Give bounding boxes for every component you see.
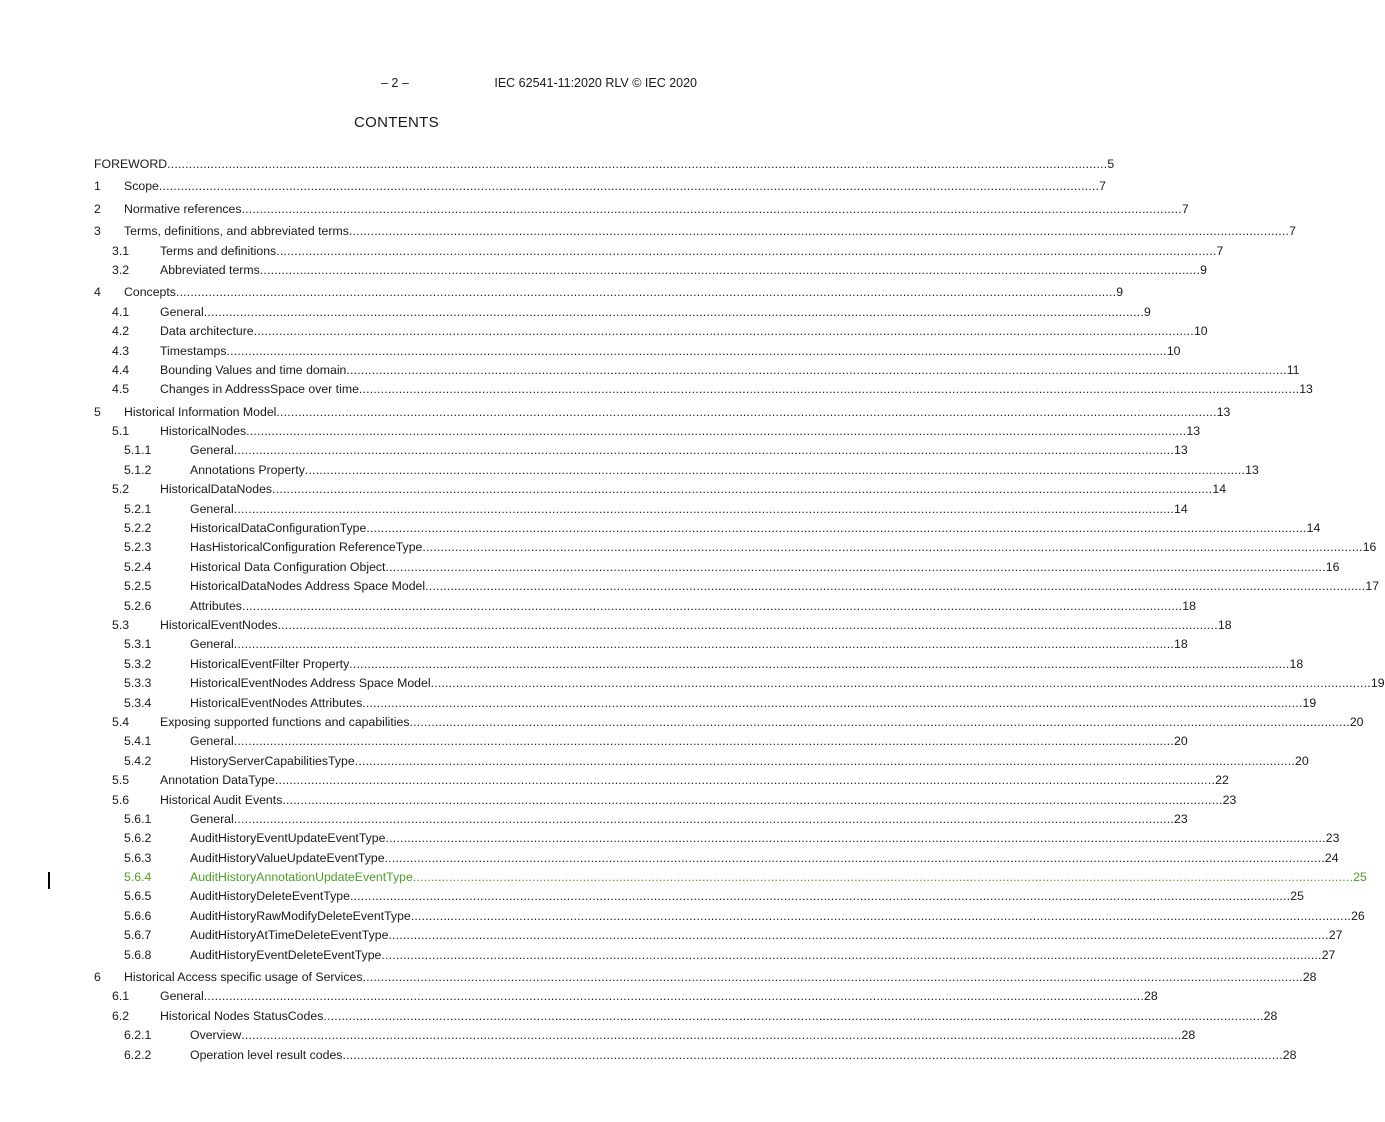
toc-entry-leader xyxy=(160,322,1208,341)
dot-leader: .................................................................................................................................................................................................................................................................... xyxy=(388,928,1329,943)
toc-entry[interactable] xyxy=(94,380,1313,399)
toc-entry-title: HasHistoricalConfiguration ReferenceType xyxy=(190,540,423,555)
toc-entry-title: AuditHistoryEventUpdateEventType xyxy=(190,831,386,846)
page-title: CONTENTS xyxy=(354,114,439,131)
dot-leader: .................................................................................................................................................................................................................................................................... xyxy=(253,324,1194,339)
toc-entry-title: AuditHistoryValueUpdateEventType xyxy=(190,850,385,865)
dot-leader: .................................................................................................................................................................................................................................................................... xyxy=(276,243,1217,258)
toc-entry-leader xyxy=(190,558,1340,577)
toc-entry-number: 6.2.1 xyxy=(124,1028,152,1043)
toc-entry-title: Operation level result codes xyxy=(190,1047,343,1062)
toc-entry[interactable] xyxy=(94,403,1231,422)
dot-leader: .................................................................................................................................................................................................................................................................... xyxy=(348,224,1290,239)
toc-entry-number: 3.2 xyxy=(112,262,130,277)
toc-entry-page: 11 xyxy=(1286,362,1300,377)
toc-entry-page: 13 xyxy=(1245,462,1259,477)
toc-entry-title: Bounding Values and time domain xyxy=(160,362,347,377)
toc-entry[interactable] xyxy=(94,771,1229,790)
toc-entry[interactable] xyxy=(94,361,1300,380)
toc-entry-leader xyxy=(124,200,1189,219)
dot-leader: .................................................................................................................................................................................................................................................................... xyxy=(167,157,1108,171)
toc-entry-leader xyxy=(190,946,1336,965)
toc-entry-number: 5.6.7 xyxy=(124,928,152,943)
toc-entry-number: 5.2.3 xyxy=(124,540,152,555)
toc-entry-title: General xyxy=(190,501,234,516)
toc-entry[interactable] xyxy=(94,558,1340,577)
toc-entry-title: HistoricalEventNodes Attributes xyxy=(190,695,363,710)
toc-entry-page: 9 xyxy=(1116,285,1124,300)
toc-entry-page: 27 xyxy=(1328,928,1343,943)
toc-entry-leader xyxy=(190,732,1188,751)
page-number: – 2 – xyxy=(381,76,409,90)
toc-entry[interactable] xyxy=(94,868,1367,887)
toc-entry[interactable] xyxy=(94,461,1259,480)
toc-entry-page: 28 xyxy=(1181,1028,1196,1043)
toc-entry-title: HistoricalDataNodes xyxy=(160,482,273,497)
toc-entry-page: 22 xyxy=(1215,773,1229,788)
toc-entry-title: Historical Access specific usage of Services xyxy=(124,970,363,985)
toc-entry-title: Normative references xyxy=(124,201,242,216)
toc-entry-number: 5.3.3 xyxy=(124,676,152,691)
toc-entry[interactable] xyxy=(94,674,1385,693)
dot-leader: .................................................................................................................................................................................................................................................................... xyxy=(158,179,1100,194)
toc-entry-page: 28 xyxy=(1144,989,1158,1004)
dot-leader: .................................................................................................................................................................................................................................................................... xyxy=(233,637,1175,652)
toc-entry-page: 18 xyxy=(1289,656,1304,671)
toc-entry-number: 4.1 xyxy=(112,304,130,319)
toc-entry[interactable] xyxy=(94,752,1309,771)
dot-leader: .................................................................................................................................................................................................................................................................... xyxy=(425,579,1366,594)
toc-entry[interactable] xyxy=(94,694,1317,713)
toc-entry-title: AuditHistoryDeleteEventType xyxy=(190,889,350,904)
dot-leader: .................................................................................................................................................................................................................................................................... xyxy=(385,559,1326,574)
toc-entry-title: Abbreviated terms xyxy=(160,262,260,277)
toc-entry-title: HistoricalEventFilter Property xyxy=(190,656,350,671)
toc-entry-number: 4.4 xyxy=(112,362,130,377)
toc-entry[interactable] xyxy=(94,500,1188,519)
dot-leader: .................................................................................................................................................................................................................................................................... xyxy=(323,1008,1264,1023)
toc-entry-leader xyxy=(190,441,1188,460)
toc-entry[interactable] xyxy=(94,283,1124,302)
toc-entry-number: 4 xyxy=(94,285,101,300)
toc-entry-page: 9 xyxy=(1200,262,1207,277)
dot-leader: .................................................................................................................................................................................................................................................................... xyxy=(274,773,1216,788)
toc-entry-title: General xyxy=(160,989,204,1004)
toc-entry-number: 4.3 xyxy=(112,343,130,358)
toc-entry-leader xyxy=(160,771,1229,790)
toc-entry-leader xyxy=(160,616,1232,635)
dot-leader: .................................................................................................................................................................................................................................................................... xyxy=(354,753,1296,768)
dot-leader: .................................................................................................................................................................................................................................................................... xyxy=(277,617,1218,632)
toc-entry-title: AuditHistoryRawModifyDeleteEventType xyxy=(190,908,411,923)
toc-entry-leader xyxy=(190,674,1385,693)
toc-entry[interactable] xyxy=(94,655,1304,674)
toc-entry[interactable] xyxy=(94,261,1207,280)
dot-leader: .................................................................................................................................................................................................................................................................... xyxy=(430,676,1371,691)
toc-entry-leader xyxy=(124,968,1317,987)
toc-entry-title: HistoricalEventNodes Address Space Model xyxy=(190,676,431,691)
toc-entry-title: Historical Data Configuration Object xyxy=(190,559,386,574)
toc-entry-page: 5 xyxy=(1107,157,1115,171)
toc-entry-leader xyxy=(124,222,1297,241)
toc-entry-number: 5.4.2 xyxy=(124,753,152,768)
toc-entry[interactable] xyxy=(94,480,1227,499)
toc-entry-number: 6 xyxy=(94,970,101,985)
toc-entry-leader xyxy=(190,887,1304,906)
toc-entry-number: 5.5 xyxy=(112,773,130,788)
toc-entry[interactable] xyxy=(94,322,1208,341)
toc-entry-page: 19 xyxy=(1370,676,1385,691)
toc-entry[interactable] xyxy=(94,155,1115,174)
toc-entry-leader xyxy=(190,829,1340,848)
toc-entry-title: Historical Nodes StatusCodes xyxy=(160,1008,324,1023)
toc-entry-page: 7 xyxy=(1181,201,1189,216)
dot-leader: .................................................................................................................................................................................................................................................................... xyxy=(233,734,1175,749)
toc-entry-page: 28 xyxy=(1302,970,1317,985)
dot-leader: .................................................................................................................................................................................................................................................................... xyxy=(272,482,1213,497)
toc-entry-number: 1 xyxy=(94,179,101,194)
toc-entry-page: 18 xyxy=(1182,598,1196,613)
dot-leader: .................................................................................................................................................................................................................................................................... xyxy=(381,947,1322,962)
toc-entry[interactable] xyxy=(94,597,1196,616)
toc-entry[interactable] xyxy=(94,538,1377,557)
toc-entry-title: General xyxy=(160,304,204,319)
toc-entry-page: 16 xyxy=(1362,540,1377,555)
toc-entry-page: 25 xyxy=(1290,889,1304,904)
toc-entry-leader xyxy=(190,597,1196,616)
toc-entry[interactable] xyxy=(94,946,1336,965)
toc-entry-number: 5.3.4 xyxy=(124,695,152,710)
dot-leader: .................................................................................................................................................................................................................................................................... xyxy=(349,889,1291,904)
toc-entry-page: 14 xyxy=(1306,521,1321,536)
toc-entry-leader xyxy=(124,177,1107,196)
dot-leader: .................................................................................................................................................................................................................................................................... xyxy=(384,850,1325,865)
toc-entry-number: 5.2.5 xyxy=(124,579,152,594)
toc-entry-leader xyxy=(190,810,1188,829)
toc-entry-page: 9 xyxy=(1144,304,1151,319)
toc-entry-page: 7 xyxy=(1216,243,1224,258)
toc-entry-number: 5.1.2 xyxy=(124,462,152,477)
dot-leader: .................................................................................................................................................................................................................................................................... xyxy=(226,343,1167,358)
toc-entry-number: 5.3.2 xyxy=(124,656,152,671)
toc-entry-number: 5.1 xyxy=(112,424,130,439)
toc-entry[interactable] xyxy=(94,342,1181,361)
toc-entry-number: 5.6.2 xyxy=(124,831,152,846)
toc-entry-leader xyxy=(190,500,1188,519)
dot-leader: .................................................................................................................................................................................................................................................................... xyxy=(203,989,1145,1004)
toc-entry-title: Historical Information Model xyxy=(124,404,277,419)
revision-change-bar xyxy=(48,872,50,889)
dot-leader: .................................................................................................................................................................................................................................................................... xyxy=(233,811,1175,826)
toc-entry-leader xyxy=(160,791,1237,810)
toc-entry-title: General xyxy=(190,811,234,826)
toc-entry-page: 20 xyxy=(1174,734,1188,749)
toc-entry[interactable] xyxy=(94,732,1188,751)
toc-entry[interactable] xyxy=(94,887,1304,906)
toc-entry-leader xyxy=(190,868,1367,887)
dot-leader: .................................................................................................................................................................................................................................................................... xyxy=(259,262,1201,277)
toc-entry[interactable] xyxy=(94,987,1158,1006)
toc-entry[interactable] xyxy=(94,1026,1196,1045)
toc-entry-number: 5.3.1 xyxy=(124,637,152,652)
toc-entry-number: 5.2 xyxy=(112,482,130,497)
toc-entry-leader xyxy=(190,926,1343,945)
toc-entry[interactable] xyxy=(94,222,1297,241)
toc-entry-leader xyxy=(190,655,1304,674)
toc-entry-leader xyxy=(160,242,1224,261)
toc-entry-number: 5 xyxy=(94,404,101,419)
toc-entry-number: 5.6 xyxy=(112,792,130,807)
toc-entry-page: 20 xyxy=(1349,714,1364,729)
toc-entry-page: 13 xyxy=(1299,382,1313,397)
toc-entry[interactable] xyxy=(94,303,1151,322)
toc-entry[interactable] xyxy=(94,926,1343,945)
toc-entry[interactable] xyxy=(94,242,1224,261)
dot-leader: .................................................................................................................................................................................................................................................................... xyxy=(362,695,1303,710)
toc-entry-title: Annotations Property xyxy=(190,462,305,477)
toc-entry-page: 7 xyxy=(1289,224,1297,239)
toc-entry-title: Exposing supported functions and capabilities xyxy=(160,714,410,729)
toc-entry[interactable] xyxy=(94,829,1340,848)
toc-entry-page: 20 xyxy=(1295,753,1309,768)
toc-entry-title: HistoryServerCapabilitiesType xyxy=(190,753,355,768)
toc-entry-title: Overview xyxy=(190,1028,242,1043)
dot-leader: .................................................................................................................................................................................................................................................................... xyxy=(358,382,1300,397)
dot-leader: .................................................................................................................................................................................................................................................................... xyxy=(304,462,1246,477)
toc-entry-leader xyxy=(160,342,1181,361)
toc-entry-page: 10 xyxy=(1193,324,1208,339)
toc-entry-leader xyxy=(94,155,1115,174)
toc-entry-number: 3.1 xyxy=(112,243,130,258)
toc-entry-title: Timestamps xyxy=(160,343,227,358)
toc-entry-leader xyxy=(124,403,1231,422)
dot-leader: .................................................................................................................................................................................................................................................................... xyxy=(412,870,1354,885)
toc-entry-title: Historical Audit Events xyxy=(160,792,283,807)
toc-entry[interactable] xyxy=(94,907,1365,926)
dot-leader: .................................................................................................................................................................................................................................................................... xyxy=(409,714,1350,729)
toc-entry-page: 13 xyxy=(1174,443,1188,458)
dot-leader: .................................................................................................................................................................................................................................................................... xyxy=(385,831,1326,846)
toc-entry-page: 10 xyxy=(1166,343,1181,358)
toc-entry-page: 23 xyxy=(1325,831,1340,846)
toc-entry-title: Changes in AddressSpace over time xyxy=(160,382,359,397)
toc-entry-number: 5.6.8 xyxy=(124,947,152,962)
toc-entry-leader xyxy=(190,1026,1196,1045)
toc-entry-page: 13 xyxy=(1186,424,1201,439)
dot-leader: .................................................................................................................................................................................................................................................................... xyxy=(241,1028,1182,1043)
dot-leader: .................................................................................................................................................................................................................................................................... xyxy=(346,362,1287,377)
toc-entry[interactable] xyxy=(94,519,1321,538)
toc-entry-title: FOREWORD xyxy=(94,157,168,171)
dot-leader: .................................................................................................................................................................................................................................................................... xyxy=(246,424,1187,439)
toc-entry-title: AuditHistoryAnnotationUpdateEventType xyxy=(190,870,413,885)
toc-entry-title: Terms, definitions, and abbreviated terms xyxy=(124,224,349,239)
toc-entry-title: AuditHistoryEventDeleteEventType xyxy=(190,947,382,962)
toc-entry-number: 5.3 xyxy=(112,617,130,632)
toc-entry-leader xyxy=(160,361,1300,380)
toc-entry[interactable] xyxy=(94,441,1188,460)
toc-entry-leader xyxy=(190,519,1321,538)
dot-leader: .................................................................................................................................................................................................................................................................... xyxy=(362,970,1303,985)
toc-entry-number: 5.2.4 xyxy=(124,559,152,574)
toc-entry-number: 5.6.1 xyxy=(124,811,152,826)
toc-entry-page: 7 xyxy=(1099,179,1107,194)
toc-entry-page: 14 xyxy=(1174,501,1188,516)
toc-entry-title: HistoricalDataConfigurationType xyxy=(190,521,367,536)
toc-entry-leader xyxy=(160,303,1151,322)
dot-leader: .................................................................................................................................................................................................................................................................... xyxy=(241,598,1183,613)
toc-entry-title: Concepts xyxy=(124,285,176,300)
toc-entry-title: HistoricalEventNodes xyxy=(160,617,278,632)
toc-entry-page: 18 xyxy=(1174,637,1188,652)
dot-leader: .................................................................................................................................................................................................................................................................... xyxy=(422,540,1363,555)
toc-entry-number: 3 xyxy=(94,224,101,239)
toc-entry-page: 23 xyxy=(1174,811,1188,826)
toc-entry-page: 28 xyxy=(1263,1008,1278,1023)
toc-entry-title: AuditHistoryAtTimeDeleteEventType xyxy=(190,928,389,943)
toc-entry-title: Terms and definitions xyxy=(160,243,277,258)
toc-entry-page: 25 xyxy=(1353,870,1367,885)
toc-entry-title: General xyxy=(190,734,234,749)
toc-entry-number: 5.2.6 xyxy=(124,598,152,613)
toc-entry-leader xyxy=(190,635,1188,654)
toc-entry-number: 5.1.1 xyxy=(124,443,152,458)
toc-entry-page: 13 xyxy=(1216,404,1231,419)
toc-entry-page: 27 xyxy=(1321,947,1336,962)
dot-leader: .................................................................................................................................................................................................................................................................... xyxy=(233,501,1175,516)
toc-entry-title: HistoricalNodes xyxy=(160,424,247,439)
toc-entry-leader xyxy=(190,538,1377,557)
toc-entry[interactable] xyxy=(94,635,1188,654)
toc-entry-leader xyxy=(160,380,1313,399)
toc-entry-page: 24 xyxy=(1324,850,1339,865)
dot-leader: .................................................................................................................................................................................................................................................................... xyxy=(175,285,1117,300)
toc-entry[interactable] xyxy=(94,177,1107,196)
toc-entry[interactable] xyxy=(94,1007,1278,1026)
document-reference: IEC 62541-11:2020 RLV © IEC 2020 xyxy=(494,76,697,90)
page-header xyxy=(0,76,793,92)
toc-entry[interactable] xyxy=(94,200,1189,219)
dot-leader: .................................................................................................................................................................................................................................................................... xyxy=(276,404,1217,419)
toc-entry-page: 26 xyxy=(1351,908,1365,923)
toc-entry[interactable] xyxy=(94,791,1237,810)
toc-entry-page: 17 xyxy=(1365,579,1380,594)
toc-entry[interactable] xyxy=(94,810,1188,829)
toc-entry-number: 5.6.3 xyxy=(124,850,152,865)
toc-entry-page: 16 xyxy=(1325,559,1340,574)
toc-entry-page: 14 xyxy=(1212,482,1227,497)
toc-entry-leader xyxy=(160,713,1364,732)
table-of-contents xyxy=(94,155,1385,1065)
toc-entry-title: Attributes xyxy=(190,598,242,613)
dot-leader: .................................................................................................................................................................................................................................................................... xyxy=(203,304,1145,319)
toc-entry[interactable] xyxy=(94,713,1364,732)
dot-leader: .................................................................................................................................................................................................................................................................... xyxy=(241,201,1182,216)
dot-leader: .................................................................................................................................................................................................................................................................... xyxy=(410,908,1352,923)
toc-entry[interactable] xyxy=(94,968,1317,987)
toc-entry-number: 2 xyxy=(94,201,101,216)
toc-entry-leader xyxy=(190,849,1339,868)
toc-entry-title: Annotation DataType xyxy=(160,773,275,788)
toc-entry-leader xyxy=(190,694,1317,713)
toc-entry-title: General xyxy=(190,443,234,458)
toc-entry-title: Data architecture xyxy=(160,324,254,339)
toc-entry-page: 18 xyxy=(1217,617,1232,632)
toc-entry-leader xyxy=(124,283,1124,302)
toc-entry-leader xyxy=(160,261,1207,280)
dot-leader: .................................................................................................................................................................................................................................................................... xyxy=(233,443,1175,458)
toc-entry-number: 5.2.1 xyxy=(124,501,152,516)
toc-entry-leader xyxy=(160,480,1227,499)
dot-leader: .................................................................................................................................................................................................................................................................... xyxy=(366,521,1307,536)
toc-entry-leader xyxy=(190,752,1309,771)
toc-entry-number: 5.4.1 xyxy=(124,734,152,749)
toc-entry-title: HistoricalDataNodes Address Space Model xyxy=(190,579,426,594)
dot-leader: .................................................................................................................................................................................................................................................................... xyxy=(342,1047,1283,1062)
toc-entry[interactable] xyxy=(94,422,1201,441)
toc-entry-number: 4.5 xyxy=(112,382,130,397)
toc-entry-leader xyxy=(160,422,1201,441)
toc-entry[interactable] xyxy=(94,1046,1297,1065)
toc-entry[interactable] xyxy=(94,577,1380,596)
toc-entry-leader xyxy=(160,1007,1278,1026)
toc-entry-title: Scope xyxy=(124,179,159,194)
toc-entry-leader xyxy=(190,577,1380,596)
toc-entry-number: 4.2 xyxy=(112,324,130,339)
toc-entry-number: 5.4 xyxy=(112,714,130,729)
toc-entry-number: 5.6.4 xyxy=(124,870,152,885)
toc-entry-number: 6.2 xyxy=(112,1008,130,1023)
toc-entry-leader xyxy=(160,987,1158,1006)
dot-leader: .................................................................................................................................................................................................................................................................... xyxy=(349,656,1290,671)
toc-entry-page: 28 xyxy=(1282,1047,1297,1062)
toc-entry-leader xyxy=(190,1046,1297,1065)
toc-entry-number: 6.2.2 xyxy=(124,1047,152,1062)
toc-entry[interactable] xyxy=(94,616,1232,635)
toc-entry-leader xyxy=(190,907,1365,926)
toc-entry-number: 6.1 xyxy=(112,989,130,1004)
toc-entry[interactable] xyxy=(94,849,1339,868)
dot-leader: .................................................................................................................................................................................................................................................................... xyxy=(282,792,1223,807)
toc-entry-page: 23 xyxy=(1222,792,1237,807)
toc-entry-number: 5.6.6 xyxy=(124,908,152,923)
toc-entry-number: 5.2.2 xyxy=(124,521,152,536)
toc-entry-page: 19 xyxy=(1302,695,1317,710)
toc-entry-leader xyxy=(190,461,1259,480)
toc-entry-number: 5.6.5 xyxy=(124,889,152,904)
toc-entry-title: General xyxy=(190,637,234,652)
